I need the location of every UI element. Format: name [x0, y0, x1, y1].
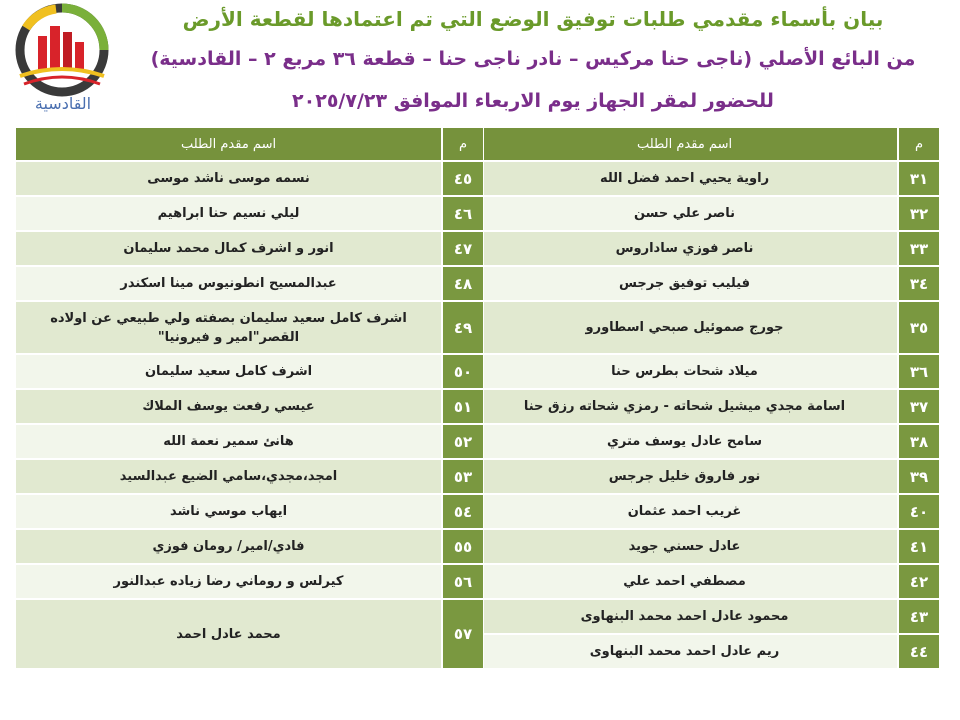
table-row	[15, 424, 484, 459]
table-row	[471, 301, 940, 354]
row-number: ٣٨	[898, 424, 940, 459]
table-row	[15, 564, 484, 599]
row-number: ٥٢	[442, 424, 484, 459]
title-line-1: بيان بأسماء مقدمي طلبات توفيق الوضع التي تم اعتمادها لقطعة الأرض	[182, 7, 884, 31]
row-number: ٤٧	[442, 231, 484, 266]
row-number: ٤١	[898, 529, 940, 564]
column-header-number: م	[898, 127, 940, 161]
applicant-name: امجد،مجدي،سامي الضيع عبدالسيد	[15, 459, 442, 494]
applicant-name: غريب احمد عثمان	[471, 494, 898, 529]
row-number: ٥٠	[442, 354, 484, 389]
table-row	[471, 459, 940, 494]
applicant-name: محمد عادل احمد	[15, 599, 442, 669]
title-line-2: من البائع الأصلي (ناجى حنا مركيس – نادر ناجى حنا – قطعة ٣٦ مربع ٢ – القادسية)	[150, 48, 916, 70]
table-row	[471, 599, 940, 634]
applicant-name: محمود عادل احمد محمد البنهاوى	[471, 599, 898, 634]
row-number: ٣٣	[898, 231, 940, 266]
applicant-name: نسمه موسى ناشد موسى	[15, 161, 442, 196]
row-number: ٣٦	[898, 354, 940, 389]
applicant-name: مصطفي احمد علي	[471, 564, 898, 599]
applicant-name: جورج صموئيل صبحي اسطاورو	[471, 301, 898, 354]
row-number: ٤٣	[898, 599, 940, 634]
table-row	[15, 389, 484, 424]
row-number: ٥٣	[442, 459, 484, 494]
row-number: ٤٤	[898, 634, 940, 669]
column-header-name: اسم مقدم الطلب	[15, 127, 442, 161]
applicant-name: اشرف كامل سعيد سليمان	[15, 354, 442, 389]
applicant-name: ليلي نسيم حنا ابراهيم	[15, 196, 442, 231]
applicant-name: اشرف كامل سعيد سليمان بصفته ولي طبيعي عن اولاده القصر"امير و فيرونيا"	[15, 301, 442, 354]
applicant-name: ايهاب موسي ناشد	[15, 494, 442, 529]
document-header	[0, 0, 960, 120]
applicant-name: عيسي رفعت يوسف الملاك	[15, 389, 442, 424]
table-row	[471, 196, 940, 231]
table-row	[471, 389, 940, 424]
row-number: ٥٤	[442, 494, 484, 529]
applicant-name: عبدالمسيح انطونيوس مينا اسكندر	[15, 266, 442, 301]
applicant-name: فادي/امير/ رومان فوزي	[15, 529, 442, 564]
table-row	[15, 266, 484, 301]
applicant-name: ناصر علي حسن	[471, 196, 898, 231]
table-header-row	[471, 127, 940, 161]
applicant-name: كيرلس و روماني رضا زياده عبدالنور	[15, 564, 442, 599]
row-number: ٣٩	[898, 459, 940, 494]
row-number: ٣٧	[898, 389, 940, 424]
table-row	[15, 301, 484, 354]
column-header-name: اسم مقدم الطلب	[471, 127, 898, 161]
table-row	[15, 196, 484, 231]
row-number: ٣٢	[898, 196, 940, 231]
table-row	[471, 231, 940, 266]
row-number: ٥٥	[442, 529, 484, 564]
table-row	[471, 424, 940, 459]
table-row	[471, 564, 940, 599]
table-row	[15, 354, 484, 389]
applicant-name: راوية يحيي احمد فضل الله	[471, 161, 898, 196]
table-row	[471, 494, 940, 529]
row-number: ٥٦	[442, 564, 484, 599]
table-row	[471, 529, 940, 564]
table-row	[471, 634, 940, 669]
row-number: ٤٨	[442, 266, 484, 301]
row-number: ٣٥	[898, 301, 940, 354]
applicant-name: ريم عادل احمد محمد البنهاوى	[471, 634, 898, 669]
applicant-name: انور و اشرف كمال محمد سليمان	[15, 231, 442, 266]
table-row	[15, 599, 484, 669]
table-row	[15, 161, 484, 196]
row-number: ٤٥	[442, 161, 484, 196]
row-number: ٣٤	[898, 266, 940, 301]
row-number: ٤٠	[898, 494, 940, 529]
table-row	[471, 161, 940, 196]
table-row	[15, 494, 484, 529]
applicant-name: نور فاروق خليل جرجس	[471, 459, 898, 494]
table-header-row	[15, 127, 484, 161]
applicant-name: ميلاد شحات بطرس حنا	[471, 354, 898, 389]
row-number: ٤٩	[442, 301, 484, 354]
applicant-name: عادل حسني جويد	[471, 529, 898, 564]
table-row	[15, 529, 484, 564]
table-row	[471, 266, 940, 301]
row-number: ٤٢	[898, 564, 940, 599]
applicant-name: ناصر فوزي ساداروس	[471, 231, 898, 266]
logo-caption: القادسية	[34, 94, 92, 113]
column-header-number: م	[442, 127, 484, 161]
row-number: ٤٦	[442, 196, 484, 231]
row-number: ٥١	[442, 389, 484, 424]
title-line-3: للحضور لمقر الجهاز يوم الاربعاء الموافق ٢٠٢٥/٧/٢٣	[292, 90, 774, 112]
row-number: ٥٧	[442, 599, 484, 669]
applicant-name: فيليب توفيق جرجس	[471, 266, 898, 301]
applicant-name: سامح عادل يوسف متري	[471, 424, 898, 459]
applicant-name: هانئ سمير نعمة الله	[15, 424, 442, 459]
table-row	[15, 231, 484, 266]
applicant-name: اسامة مجدي ميشيل شحاته - رمزي شحاته رزق حنا	[471, 389, 898, 424]
table-row	[15, 459, 484, 494]
table-row	[471, 354, 940, 389]
row-number: ٣١	[898, 161, 940, 196]
